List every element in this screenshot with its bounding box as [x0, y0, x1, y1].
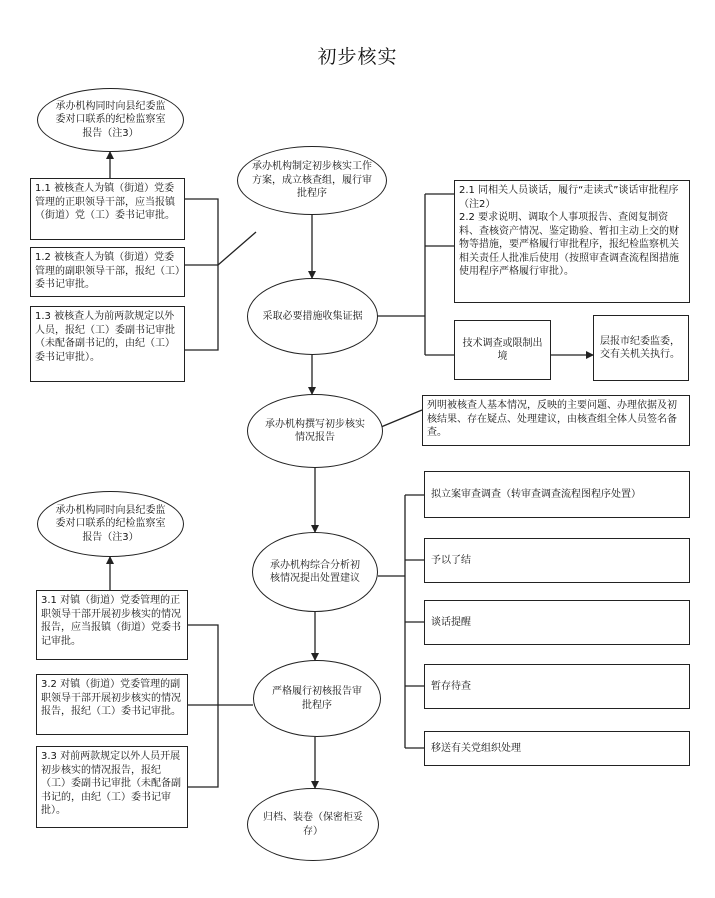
plan-approval-ellipse: 承办机构制定初步核实工作方案，成立核查组，履行审批程序	[237, 146, 387, 215]
report-to-discipline-office-ellipse-mid: 承办机构同时向县纪委监委对口联系的纪检监察室报告（注3）	[37, 491, 184, 557]
report-content-box: 列明被核查人基本情况，反映的主要问题、办理依据及初核结果、存在疑点、处理建议，由核查组全体人员签名备查。	[422, 395, 690, 446]
option-close-case: 予以了结	[424, 538, 690, 583]
option-pending: 暂存待查	[424, 664, 690, 709]
option-talk-reminder: 谈话提醒	[424, 600, 690, 645]
measures-rules-box	[454, 180, 690, 303]
report-approval-rule-3-1: 3.1 对镇（街道）党委管理的正职领导干部开展初步核实的情况报告，应当报镇（街道）党委书记审批。	[36, 590, 188, 660]
report-approval-rule-3-3: 3.3 对前两款规定以外人员开展初步核实的情况报告，报纪（工）委副书记审批（未配备副书记的，由纪（工）委书记审批）。	[36, 746, 188, 828]
analyze-dispose-ellipse: 承办机构综合分析初核情况提出处置建议	[252, 532, 378, 612]
report-approval-rule-3-2: 3.2 对镇（街道）党委管理的副职领导干部开展初步核实的情况报告，报纪（工）委书记审批。	[36, 674, 188, 735]
approval-rule-1-2: 1.2 被核查人为镇（街道）党委管理的副职领导干部，报纪（工）委书记审批。	[30, 247, 185, 297]
archive-ellipse: 归档、装卷（保密柜妥存）	[247, 788, 379, 861]
option-file-case: 拟立案审查调查（转审查调查流程图程序处置）	[424, 471, 690, 518]
approval-rule-1-1: 1.1 被核查人为镇（街道）党委管理的正职领导干部，应当报镇（街道）党（工）委书记审批。	[30, 178, 185, 240]
page-title: 初步核实	[317, 46, 398, 68]
report-city-commission-box: 层报市纪委监委，交有关机关执行。	[593, 315, 689, 381]
measure-rule-2-1: 2.1 同相关人员谈话，履行“走读式”谈话审批程序（注2）	[459, 185, 679, 210]
collect-evidence-ellipse: 采取必要措施收集证据	[247, 278, 378, 355]
report-to-discipline-office-ellipse-top: 承办机构同时向县纪委监委对口联系的纪检监察室报告（注3）	[37, 88, 184, 152]
tech-investigation-box: 技术调查或限制出境	[454, 320, 551, 380]
write-report-ellipse: 承办机构撰写初步核实情况报告	[247, 394, 383, 468]
approval-rule-1-3: 1.3 被核查人为前两款规定以外人员，报纪（工）委副书记审批（未配备副书记的，由纪（工）委书记审批）。	[30, 306, 185, 382]
option-transfer: 移送有关党组织处理	[424, 731, 690, 766]
approve-report-ellipse: 严格履行初核报告审批程序	[253, 660, 381, 737]
measure-rule-2-2: 2.2 要求说明、调取个人事项报告、查阅复制资料、查核资产情况、鉴定勘验、暂扣主动上交的财物等措施，要严格履行审批程序，报纪检监察机关相关责任人批准后使用（按照审查调查流程图措施使用程序严格履行审批）。	[459, 212, 679, 277]
